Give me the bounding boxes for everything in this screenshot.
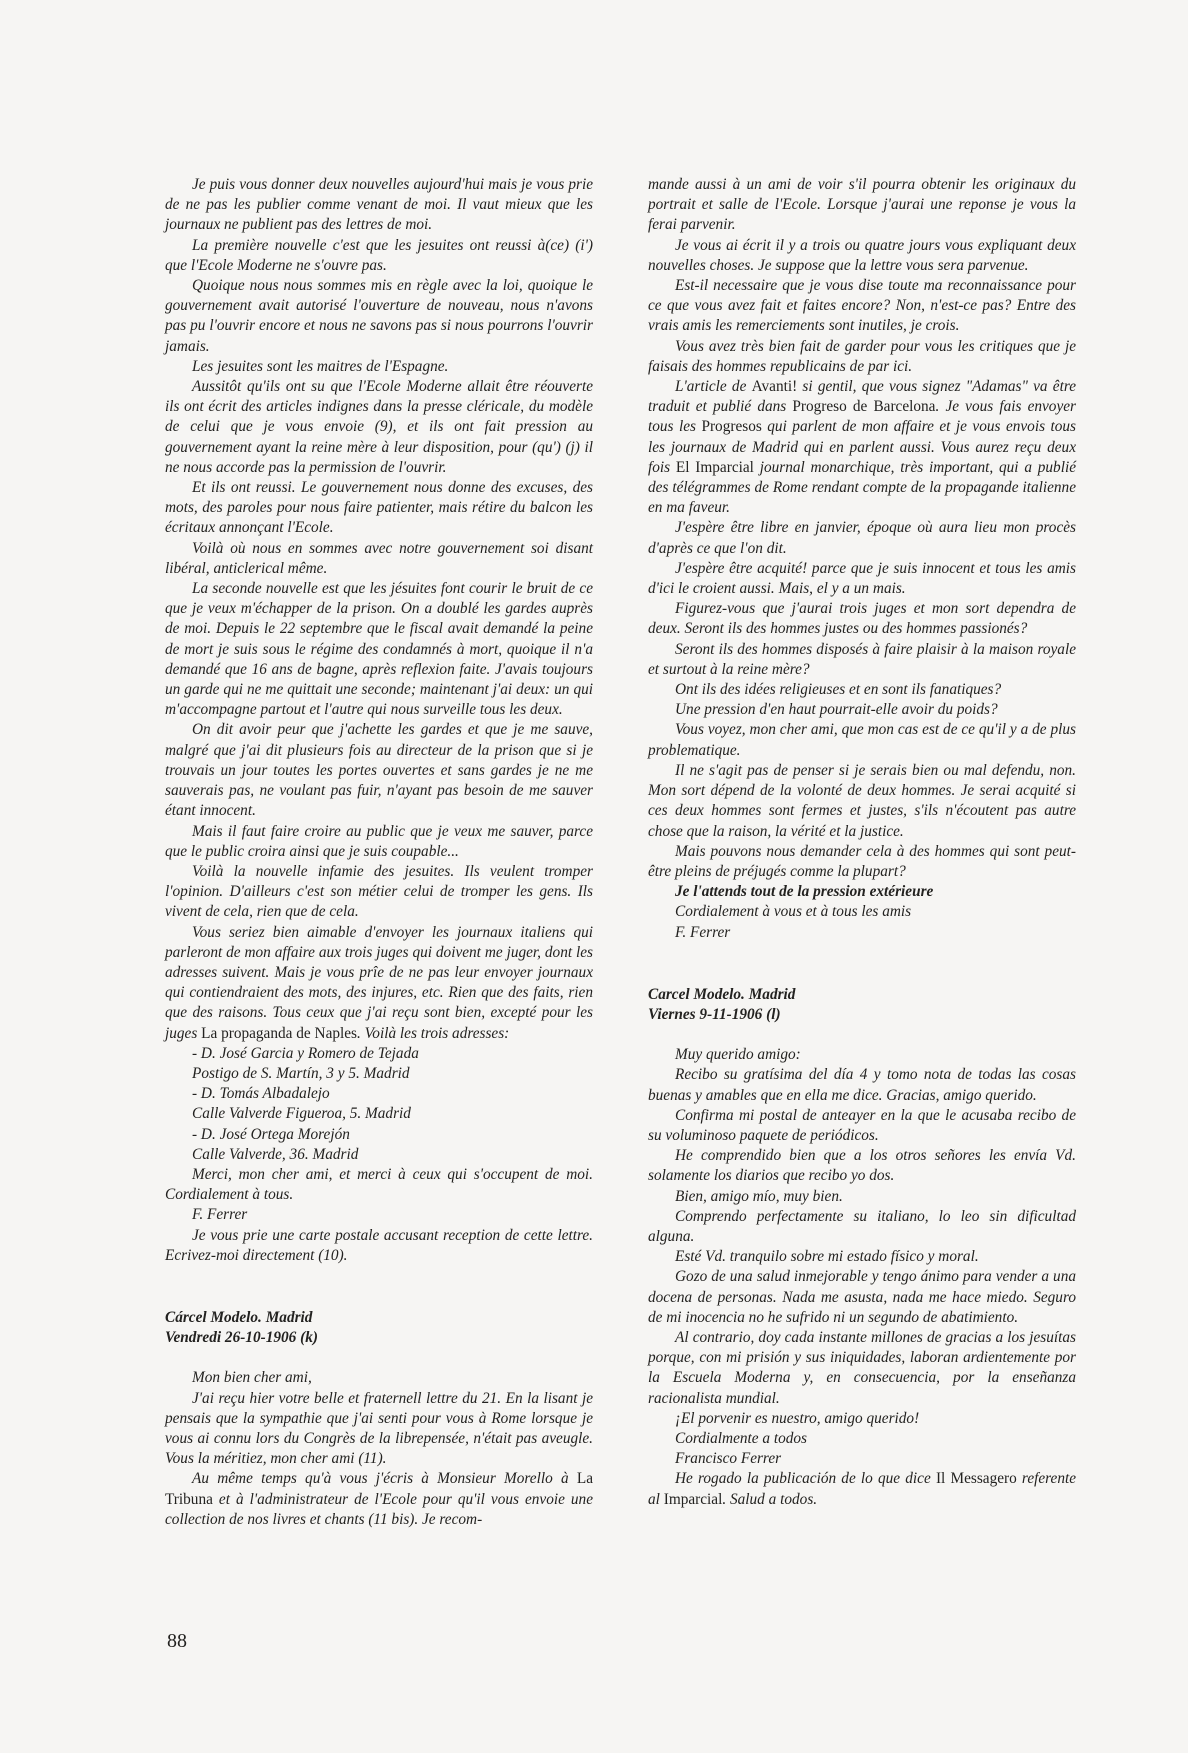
signature: F. Ferrer xyxy=(675,923,731,941)
paragraph: Vous avez très bien fait de garder pour vous les critiques que je faisais des hommes republicains de par ici. xyxy=(648,337,1076,375)
paragraph: La seconde nouvelle est que les jésuites font courir le bruit de ce que je veux m'échapper de la prison. On a doublé les gardes auprès de moi. Depuis le 22 septembre que le fiscal avait demandé la peine de mort je suis sous le régime des condamnés à mort, quoique il n'a demandé que 16 ans de bagne, après reflexion faite. J'avais toujours un garde qui ne me quittait une seconde; maintenant j'ai deux: un qui m'accompagne partout et l'autre qui nous surveille tous les deux. xyxy=(165,580,593,719)
paragraph: Voilà où nous en sommes avec notre gouvernement soi disant libéral, anticlerical même. xyxy=(165,539,593,577)
address-line: - D. Tomás Albadalejo xyxy=(192,1085,330,1103)
text-segment: . Salud a todos. xyxy=(722,1490,818,1508)
paragraph: Recibo su gratísima del día 4 y tomo nota de todas las cosas buenas y amables que en ella me dice. Gracias, amigo querido. xyxy=(648,1066,1076,1104)
text-segment: referente al xyxy=(648,1470,1077,1508)
paragraph: Confirma mi postal de anteayer en la que le acusaba recibo de su voluminoso paquete de periódicos. xyxy=(648,1106,1076,1144)
text-segment: He rogado la publicación de lo que dice xyxy=(675,1470,936,1488)
paragraph: Une pression d'en haut pourrait-elle avoir du poids? xyxy=(675,701,998,719)
paragraph: Seront ils des hommes disposés à faire plaisir à la maison royale et surtout à la reine mère? xyxy=(648,640,1076,678)
text-segment: . Voilà les trois adresses: xyxy=(357,1024,510,1042)
newspaper-title: La Tribuna xyxy=(165,1470,593,1508)
text-segment: Vous seriez bien aimable d'envoyer les journaux italiens qui parleront de mon affaire aux trois juges qui doivent me juger, dont les adresses suivent. Mais je vous prîe de ne pas leur envoyer journaux qui contiendraient des mots, des injures, etc. Rien que des faits, rien que des raisons. Tous ceux que j'ai reçu sont bien, excepté pour les juges xyxy=(165,923,593,1042)
text-segment: et à l'administrateur de l'Ecole pour qu'il vous envoie une collection de nos livres et chants (11 bis). Je recom- xyxy=(165,1490,593,1528)
paragraph: Aussitôt qu'ils ont su que l'Ecole Moderne allait être réouverte ils ont écrit des articles indignes dans la presse cléricale, du modèle de celui que je vous envoie (9), et ils ont fait pression au gouvernement ayant la reine mère à leur disposition, pour (qu') (j) il ne nous accorde pas la permission de l'ouvrir. xyxy=(165,378,593,476)
paragraph: Quoique nous nous sommes mis en règle avec la loi, quoique le gouvernement avait autorisé l'ouverture de nouveau, nous n'avons pas pu l'ouvrir encore et nous ne savons pas si nous pourrons l'ouvrir jamais. xyxy=(165,277,593,355)
newspaper-title: Il Messagero xyxy=(935,1470,1017,1488)
paragraph xyxy=(165,923,593,1044)
emphasized-line: Je l'attends tout de la pression extérieure xyxy=(675,883,934,901)
address-line: Calle Valverde, 36. Madrid xyxy=(192,1145,359,1163)
letter-heading-place: Carcel Modelo. Madrid xyxy=(648,985,796,1003)
left-column xyxy=(165,175,593,1530)
right-column xyxy=(648,175,1076,1510)
salutation: Mon bien cher ami, xyxy=(192,1369,312,1387)
paragraph: J'ai reçu hier votre belle et fraternell lettre du 21. En la lisant je pensais que la sympathie que j'ai senti pour vous à Rome lorsque je vous ai connu lors du Congrès de la librepensée, n'était pas aveugle. Vous la méritiez, mon cher ami (11). xyxy=(165,1389,593,1468)
paragraph xyxy=(648,377,1076,518)
letter-heading-date: Vendredi 26-10-1906 (k) xyxy=(165,1329,318,1347)
text-segment: L'article de xyxy=(675,378,752,396)
paragraph: Vous voyez, mon cher ami, que mon cas est de ce qu'il y a de plus problematique. xyxy=(648,721,1076,759)
newspaper-title: La propaganda de Naples xyxy=(201,1024,357,1042)
paragraph: J'espère être libre en janvier, époque où aura lieu mon procès d'après ce que l'on dit. xyxy=(648,519,1076,557)
paragraph: Al contrario, doy cada instante millones de gracias a los jesuítas porque, con mi prisión y sus iniquidades, laboran ardientemente por la Escuela Moderna y, en consecuencia, por la enseñanza racionalista mundial. xyxy=(648,1328,1076,1407)
paragraph: Bien, amigo mío, muy bien. xyxy=(675,1187,843,1205)
newspaper-title: Avanti! xyxy=(751,378,798,396)
address-line: - D. José Garcia y Romero de Tejada xyxy=(192,1044,419,1062)
text-segment: . Je vous fais envoyer tous les xyxy=(648,398,1076,436)
paragraph: J'espère être acquité! parce que je suis innocent et tous les amis d'ici le croient aussi. Mais, el y a un mais. xyxy=(648,559,1076,598)
closing: Cordialmente a todos xyxy=(675,1429,808,1447)
paragraph: Esté Vd. tranquilo sobre mi estado físico y moral. xyxy=(675,1248,979,1266)
text-segment: Au même temps qu'à vous j'écris à Monsieur Morello à xyxy=(192,1470,577,1488)
paragraph: Il ne s'agit pas de penser si je serais bien ou mal defendu, non. Mon sort dépend de la volonté de deux hommes. Je serai acquité si ces deux hommes sont fermes et justes, s'ils n'écoutent pas autre chose que la raison, la vérité et la justice. xyxy=(648,761,1076,840)
page-number: 88 xyxy=(167,1630,187,1652)
text-segment: journal monarchique, très important, qui a publié des télégrammes de Rome rendant compte de la propagande italienne en ma faveur. xyxy=(648,458,1076,517)
paragraph: Merci, mon cher ami, et merci à ceux qui s'occupent de moi. Cordialement à tous. xyxy=(165,1165,593,1204)
address-line: - D. José Ortega Morejón xyxy=(192,1125,350,1143)
paragraph: Je puis vous donner deux nouvelles aujourd'hui mais je vous prie de ne pas les publier comme venant de moi. Il vaut mieux que les journaux ne publient pas des lettres de moi. xyxy=(165,176,593,234)
paragraph: Et ils ont reussi. Le gouvernement nous donne des excuses, des mots, des paroles pour nous faire patienter, mais rétire du balcon les écritaux annonçant l'Ecole. xyxy=(165,479,593,537)
paragraph: He comprendido bien que a los otros señores les envía Vd. solamente los diarios que recibo yo dos. xyxy=(648,1147,1076,1185)
paragraph: On dit avoir peur que j'achette les gardes et que je me sauve, malgré que j'ai dit plusieurs fois au directeur de la prison que si je trouvais un jour toutes les portes ouvertes et sans gardes je ne me sauverais pas, ne voulant pas fuir, n'ayant pas besoin de me sauver étant innocent. xyxy=(165,721,593,820)
paragraph: Figurez-vous que j'aurai trois juges et mon sort dependra de deux. Seront ils des hommes justes ou des hommes passionés? xyxy=(648,600,1076,638)
paragraph xyxy=(165,1469,593,1530)
address-line: Calle Valverde Figueroa, 5. Madrid xyxy=(192,1105,411,1123)
paragraph: Comprendo perfectamente su italiano, lo leo sin dificultad alguna. xyxy=(648,1207,1076,1245)
paragraph: Je vous prie une carte postale accusant reception de cette lettre. Ecrivez-moi directement (10). xyxy=(165,1226,593,1264)
paragraph: Mais il faut faire croire au public que je veux me sauver, parce que le public croira ainsi que je suis coupable... xyxy=(165,822,593,860)
signature: Francisco Ferrer xyxy=(675,1450,782,1468)
letter-heading-date: Viernes 9-11-1906 (l) xyxy=(648,1005,781,1023)
text-segment: si gentil, que vous signez "Adamas" va être traduit et publié dans xyxy=(648,378,1076,416)
paragraph: Ont ils des idées religieuses et en sont ils fanatiques? xyxy=(675,681,1002,699)
paragraph: Je vous ai écrit il y a trois ou quatre jours vous expliquant deux nouvelles choses. Je suppose que la lettre vous sera parvenue. xyxy=(648,236,1076,274)
address-line: Postigo de S. Martín, 3 y 5. Madrid xyxy=(192,1064,410,1082)
closing: Cordialement à vous et à tous les amis xyxy=(675,903,912,921)
salutation: Muy querido amigo: xyxy=(675,1046,801,1064)
paragraph: Les jesuites sont les maitres de l'Espagne. xyxy=(192,357,449,375)
paragraph: La première nouvelle c'est que les jesuites ont reussi à(ce) (i') que l'Ecole Moderne ne s'ouvre pas. xyxy=(165,236,593,274)
text-segment: qui parlent de mon affaire et je vous envois tous les journaux de Madrid qui en parlent aussi. Vous aurez reçu deux fois xyxy=(648,418,1076,476)
newspaper-title: Imparcial xyxy=(663,1490,723,1508)
paragraph: Mais pouvons nous demander cela à des hommes qui sont peut-être pleins de préjugés comme la plupart? xyxy=(648,842,1076,880)
signature: F. Ferrer xyxy=(192,1206,248,1224)
paragraph: ¡El porvenir es nuestro, amigo querido! xyxy=(675,1409,920,1427)
paragraph xyxy=(648,1469,1076,1509)
paragraph: mande aussi à un ami de voir s'il pourra obtenir les originaux du portrait et salle de l'Ecole. Lorsque j'aurai une reponse je vous la ferai parvenir. xyxy=(648,176,1076,234)
paragraph: Gozo de una salud inmejorable y tengo ánimo para vender a una docena de personas. Nada me asusta, nada me hace miedo. Seguro de mi inocencia no he sufrido ni un segundo de abatimiento. xyxy=(648,1268,1076,1326)
newspaper-title: El Imparcial xyxy=(675,458,754,476)
newspaper-title: Progreso de Barcelona xyxy=(792,398,936,416)
paragraph: Voilà la nouvelle infamie des jesuites. Ils veulent tromper l'opinion. D'ailleurs c'est son métier celui de tromper les gens. Ils vivent de cela, rien que de cela. xyxy=(165,862,593,921)
paragraph: Est-il necessaire que je vous dise toute ma reconnaissance pour ce que vous avez fait et faites encore? Non, n'est-ce pas? Entre des vrais amis les remerciements sont inutiles, je crois. xyxy=(648,277,1076,335)
letter-heading-place: Cárcel Modelo. Madrid xyxy=(165,1308,313,1326)
newspaper-title: Progresos xyxy=(701,418,762,436)
